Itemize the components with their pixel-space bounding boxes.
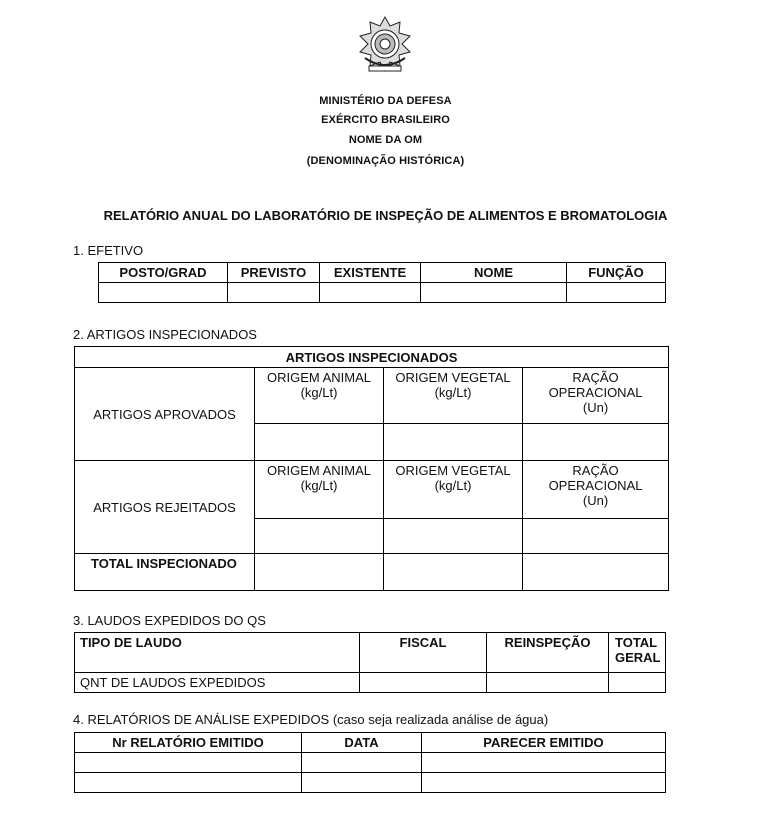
table-cell[interactable] [302, 753, 422, 773]
col-tipo-laudo: TIPO DE LAUDO [75, 633, 360, 673]
col-racao-operacional [523, 461, 669, 519]
table-cell[interactable] [255, 554, 384, 591]
col-reinspecao: REINSPEÇÃO [487, 633, 609, 673]
rejected-label: ARTIGOS REJEITADOS [75, 461, 255, 554]
col-nr-relatorio: Nr RELATÓRIO EMITIDO [75, 733, 302, 753]
col-label: OPERACIONAL [548, 385, 643, 400]
header-om-name: NOME DA OM [348, 134, 423, 146]
section-2-heading: 2. ARTIGOS INSPECIONADOS [73, 327, 257, 342]
table-cell[interactable] [422, 773, 666, 793]
col-previsto: PREVISTO [228, 263, 320, 283]
qnt-laudos-label: QNT DE LAUDOS EXPEDIDOS [75, 673, 360, 693]
col-origem-vegetal [384, 368, 523, 424]
col-label: (Un) [582, 493, 609, 508]
col-label: (kg/Lt) [434, 478, 472, 493]
table-cell[interactable] [421, 283, 567, 303]
table-cell[interactable] [609, 673, 666, 693]
table-cell[interactable] [523, 424, 669, 461]
table-cell[interactable] [228, 283, 320, 303]
table-cell[interactable] [523, 519, 669, 554]
col-label: GERAL [615, 650, 661, 665]
table-cell[interactable] [523, 554, 669, 591]
header-army: EXÉRCITO BRASILEIRO [321, 114, 450, 126]
table-cell[interactable] [302, 773, 422, 793]
table-cell[interactable] [567, 283, 666, 303]
report-title: RELATÓRIO ANUAL DO LABORATÓRIO DE INSPEÇÃO DE ALIMENTOS E BROMATOLOGIA [103, 208, 668, 223]
col-fiscal: FISCAL [360, 633, 487, 673]
table-cell[interactable] [75, 753, 302, 773]
col-label: ORIGEM ANIMAL [266, 463, 372, 478]
col-label: ORIGEM VEGETAL [395, 463, 511, 478]
section-1-heading: 1. EFETIVO [73, 243, 144, 258]
col-data: DATA [302, 733, 422, 753]
col-total-geral [609, 633, 666, 673]
col-posto-grad: POSTO/GRAD [99, 263, 228, 283]
table-cell[interactable] [360, 673, 487, 693]
section-4-heading: 4. RELATÓRIOS DE ANÁLISE EXPEDIDOS (caso seja realizada análise de água) [73, 712, 549, 727]
table-cell[interactable] [384, 519, 523, 554]
col-existente: EXISTENTE [320, 263, 421, 283]
table-cell[interactable] [320, 283, 421, 303]
total-label: TOTAL INSPECIONADO [75, 554, 255, 591]
col-parecer: PARECER EMITIDO [422, 733, 666, 753]
relatorios-table [74, 732, 666, 793]
table-cell[interactable] [384, 554, 523, 591]
col-label: RAÇÃO [572, 370, 619, 385]
table-cell[interactable] [384, 424, 523, 461]
col-label: ORIGEM VEGETAL [395, 370, 511, 385]
artigos-table-title: ARTIGOS INSPECIONADOS [75, 347, 669, 368]
col-label: OPERACIONAL [548, 478, 643, 493]
col-label: (Un) [582, 400, 609, 415]
coat-of-arms-emblem [355, 14, 415, 74]
table-cell[interactable] [487, 673, 609, 693]
header-historical-name: (DENOMINAÇÃO HISTÓRICA) [306, 155, 465, 167]
header-ministry: MINISTÉRIO DA DEFESA [319, 95, 452, 107]
col-funcao: FUNÇÃO [567, 263, 666, 283]
artigos-table [74, 346, 669, 591]
col-label: ORIGEM ANIMAL [266, 370, 372, 385]
col-label: (kg/Lt) [300, 478, 338, 493]
col-label: RAÇÃO [572, 463, 619, 478]
col-label: (kg/Lt) [434, 385, 472, 400]
col-nome: NOME [421, 263, 567, 283]
table-cell[interactable] [255, 424, 384, 461]
col-origem-animal [255, 368, 384, 424]
table-cell[interactable] [75, 773, 302, 793]
col-label: TOTAL [615, 635, 658, 650]
col-origem-animal [255, 461, 384, 519]
laudos-table [74, 632, 666, 693]
col-label: (kg/Lt) [300, 385, 338, 400]
col-origem-vegetal [384, 461, 523, 519]
section-3-heading: 3. LAUDOS EXPEDIDOS DO QS [73, 613, 266, 628]
efetivo-table [98, 262, 666, 303]
approved-label: ARTIGOS APROVADOS [75, 368, 255, 461]
table-cell[interactable] [422, 753, 666, 773]
table-cell[interactable] [255, 519, 384, 554]
table-cell[interactable] [99, 283, 228, 303]
col-racao-operacional [523, 368, 669, 424]
